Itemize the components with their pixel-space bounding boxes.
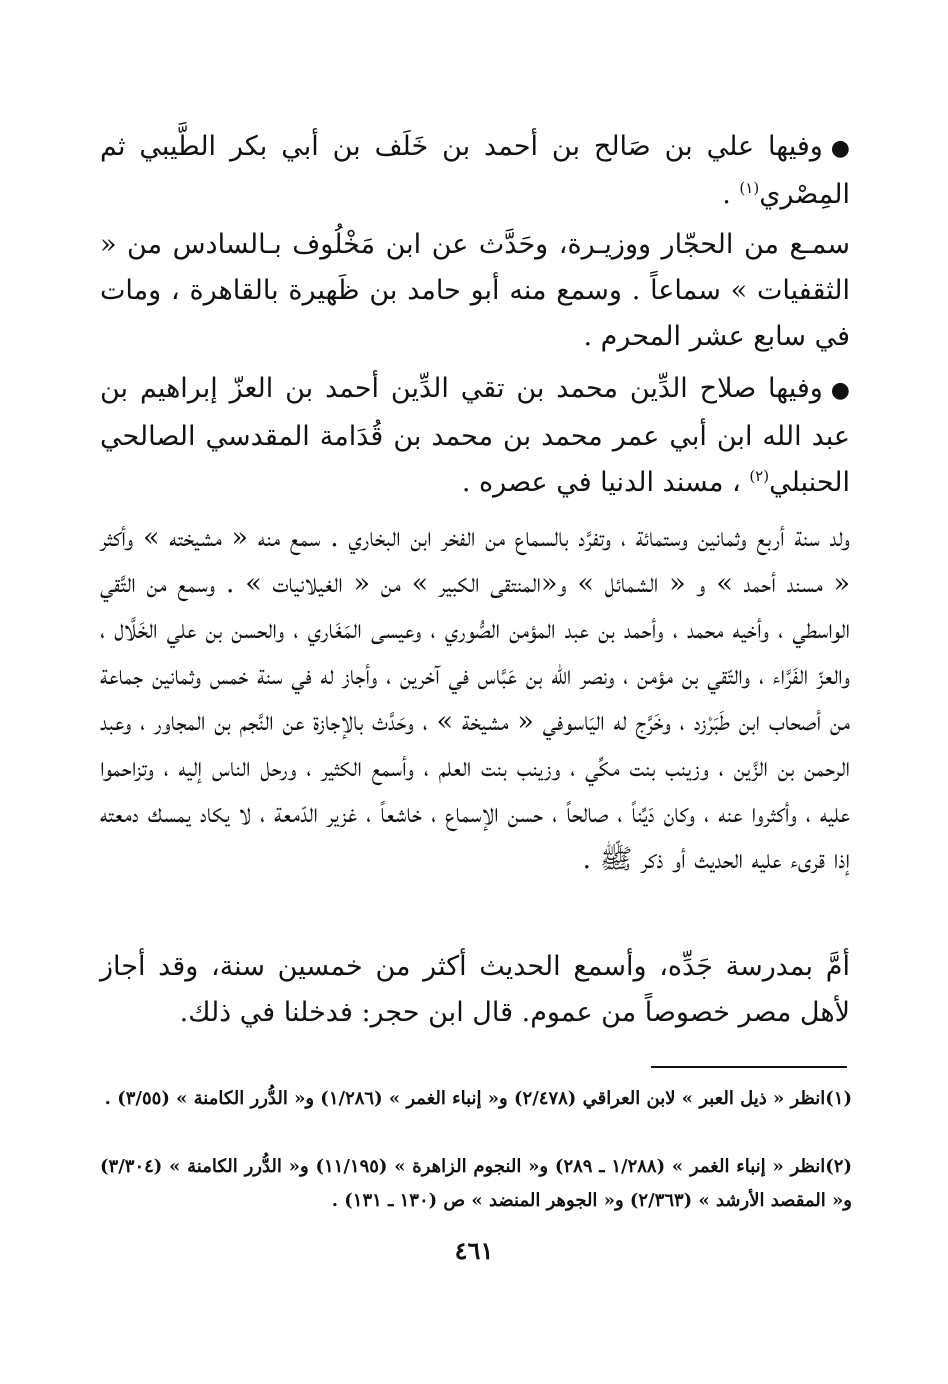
entry2-heading-end: ، مسند الدنيا في عصره . [461, 467, 750, 498]
footnote-1-mark: (١) [825, 1088, 852, 1109]
footnote-divider [651, 1066, 847, 1068]
entry2-heading [100, 366, 850, 506]
entry2-heading-text: وفيها صلاح الدِّين محمد بن تقي الدِّين أحمد بن العزّ إبراهيم بن عبد الله ابن أبي عمر محمد بن محمد بن قُدَامة المقدسي الصالحي الحنبلي [100, 373, 850, 498]
footnote-2-mark: (٢) [825, 1156, 852, 1177]
footnote-2 [100, 1150, 852, 1218]
entry1-heading-text: وفيها علي بن صَالح بن أحمد بن خَلَف بن أبي بكر الطَّيبي ثم المِصْري [100, 131, 850, 210]
bullet-icon: ● [830, 136, 850, 161]
entry1-heading [100, 124, 850, 218]
bullet-icon: ● [830, 378, 850, 403]
entry2-body: ولد سنة أربع وثمانين وستمائة ، وتفرَّد بالسماع من الفخر ابن البخاري . سمع منه « مشيخته » وأكثر « مسند أحمد » و « الشمائل » و«المنتقى الكبير » من « الغيلانيات » . وسمع من التَّقي الواسطي ، وأخيه محمد ، وأحمد بن عبد المؤمن الصُّوري ، وعيسى المَغَاري ، والحسن بن علي الخَلَّال ، والعزّ الفَرَّاء ، والتّقي بن مؤمن ، ونصر الله بن عَبَّاس في آخرين ، وأجاز له في سنة خمس وثمانين جماعة من أصحاب ابن طَبَرْزد ، وخَرَّج له اليَاسوفي « مشيخة » ، وحَدَّث بالإجازة عن النَّجم بن المجاور ، وعبد الرحمن بن الزَّين ، وزينب بنت مكِّي ، وزينب بنت العلم ، وأسمع الكثير ، ورحل الناس إليه ، وتزاحموا عليه ، وأكثروا عنه ، وكان دَيِّناً ، صالحاً ، حسن الإسماع ، خاشعاً ، غزير الدّمعة ، لا يكاد يمسك دمعته إذا قرىء عليه الحديث أو ذكر ﷺ . [100, 522, 850, 875]
page-number: ٤٦١ [454, 1236, 494, 1265]
entry2-body-2: أمَّ بمدرسة جَدِّه، وأسمع الحديث أكثر من خمسين سنة، وقد أجاز لأهل مصر خصوصاً من عموم. قال ابن حجر: فدخلنا في ذلك. [100, 951, 850, 1028]
entry1-body: سمـع من الحجّار ووزيـرة، وحَدَّث عن ابن مَخْلُوف بـالسادس من « الثقفيات » سماعاً . وسمع منه أبو حامد بن ظَهيرة بالقاهرة ، ومات في سابع عشر المحرم . [100, 229, 850, 352]
footnote-mark-1: (١) [739, 179, 760, 197]
footnote-mark-2: (٢) [749, 467, 770, 485]
footnote-1 [100, 1082, 852, 1116]
footnote-1-text: انظر « ذيل العبر » لابن العراقي (٢/٤٧٨) و« إنباء الغمر » (١/٢٨٦) و« الدُّرر الكامنة » (٣/٥٥) . [104, 1088, 826, 1109]
footnote-2-text: انظر « إنباء الغمر » (١/٢٨٨ ـ ٢٨٩) و« النجوم الزاهرة » (١١/١٩٥) و« الدُّرر الكامنة » (٣/٣٠٤) و« المقصد الأرشد » (٢/٣٦٣) و« الجوهر المنضد » ص (١٣٠ ـ ١٣١) . [100, 1156, 852, 1211]
entry1-heading-end: . [722, 179, 740, 210]
